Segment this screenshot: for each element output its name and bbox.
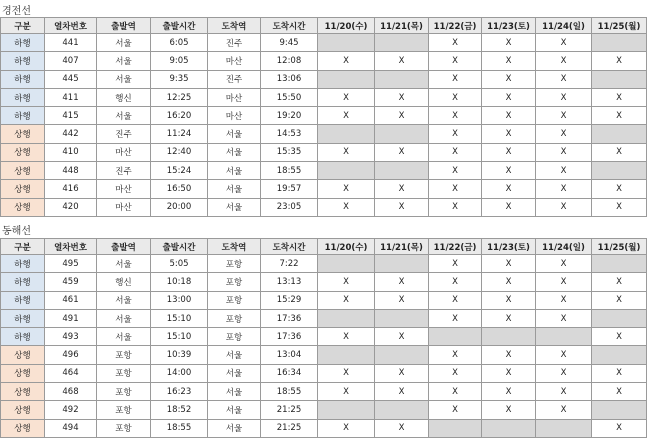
service-day-cell: X — [375, 198, 429, 216]
departure-station-cell: 포항 — [97, 419, 151, 437]
arrival-time-cell: 13:13 — [261, 273, 318, 291]
service-day-cell: X — [318, 107, 375, 125]
service-day-cell: X — [429, 162, 482, 180]
train-number-cell: 420 — [45, 198, 97, 216]
table-row — [1, 346, 647, 364]
service-day-cell: X — [429, 383, 482, 401]
departure-station-cell: 서울 — [97, 52, 151, 70]
arrival-time-cell: 9:45 — [261, 34, 318, 52]
service-day-cell: X — [318, 364, 375, 382]
direction-cell: 상행 — [1, 419, 45, 437]
section-title-gyeongjeon: 경전선 — [2, 6, 31, 17]
direction-cell: 하행 — [1, 273, 45, 291]
departure-time-cell: 6:05 — [151, 34, 208, 52]
service-day-cell: X — [536, 107, 592, 125]
direction-cell: 상행 — [1, 346, 45, 364]
direction-cell: 상행 — [1, 162, 45, 180]
service-day-cell: X — [318, 291, 375, 309]
column-header: 열차번호 — [45, 239, 97, 255]
section-title-donghae: 동해선 — [2, 226, 31, 237]
departure-station-cell: 서울 — [97, 107, 151, 125]
arrival-time-cell: 17:36 — [261, 328, 318, 346]
train-number-cell: 442 — [45, 125, 97, 143]
arrival-station-cell: 포항 — [208, 328, 261, 346]
service-day-cell: X — [482, 255, 536, 273]
train-number-cell: 464 — [45, 364, 97, 382]
arrival-station-cell: 서울 — [208, 364, 261, 382]
table-row — [1, 88, 647, 106]
service-day-cell — [429, 419, 482, 437]
service-day-cell: X — [318, 180, 375, 198]
table-row — [1, 107, 647, 125]
arrival-time-cell: 23:05 — [261, 198, 318, 216]
date-column-header: 11/23(토) — [482, 18, 536, 34]
table-row — [1, 125, 647, 143]
service-day-cell: X — [592, 419, 647, 437]
arrival-station-cell: 마산 — [208, 52, 261, 70]
train-number-cell: 415 — [45, 107, 97, 125]
service-day-cell — [536, 328, 592, 346]
table-row — [1, 180, 647, 198]
service-day-cell — [592, 255, 647, 273]
train-number-cell: 494 — [45, 419, 97, 437]
service-day-cell: X — [482, 291, 536, 309]
table-row — [1, 309, 647, 327]
arrival-station-cell: 포항 — [208, 273, 261, 291]
arrival-time-cell: 19:20 — [261, 107, 318, 125]
departure-station-cell: 서울 — [97, 34, 151, 52]
service-day-cell: X — [318, 328, 375, 346]
service-day-cell: X — [536, 162, 592, 180]
table-row — [1, 273, 647, 291]
train-number-cell: 459 — [45, 273, 97, 291]
service-day-cell: X — [375, 52, 429, 70]
train-number-cell: 448 — [45, 162, 97, 180]
table-row — [1, 401, 647, 419]
service-day-cell: X — [429, 309, 482, 327]
departure-station-cell: 포항 — [97, 401, 151, 419]
service-day-cell: X — [482, 401, 536, 419]
service-day-cell: X — [536, 88, 592, 106]
arrival-station-cell: 서울 — [208, 143, 261, 161]
service-day-cell: X — [318, 52, 375, 70]
service-day-cell — [318, 162, 375, 180]
service-day-cell: X — [536, 255, 592, 273]
service-day-cell: X — [592, 291, 647, 309]
service-day-cell — [592, 401, 647, 419]
service-day-cell: X — [318, 143, 375, 161]
arrival-station-cell: 서울 — [208, 419, 261, 437]
service-day-cell — [375, 401, 429, 419]
direction-cell: 하행 — [1, 34, 45, 52]
service-day-cell: X — [536, 70, 592, 88]
arrival-time-cell: 19:57 — [261, 180, 318, 198]
service-day-cell: X — [482, 52, 536, 70]
departure-time-cell: 10:18 — [151, 273, 208, 291]
service-day-cell — [592, 34, 647, 52]
service-day-cell: X — [318, 419, 375, 437]
direction-cell: 상행 — [1, 143, 45, 161]
service-day-cell: X — [592, 180, 647, 198]
train-number-cell: 410 — [45, 143, 97, 161]
service-day-cell — [318, 255, 375, 273]
service-day-cell — [318, 401, 375, 419]
arrival-station-cell: 서울 — [208, 346, 261, 364]
header-row — [1, 18, 647, 34]
departure-station-cell: 마산 — [97, 180, 151, 198]
column-header: 도착시간 — [261, 239, 318, 255]
service-day-cell: X — [375, 364, 429, 382]
arrival-station-cell: 서울 — [208, 383, 261, 401]
arrival-station-cell: 서울 — [208, 162, 261, 180]
service-day-cell: X — [429, 364, 482, 382]
service-day-cell: X — [429, 401, 482, 419]
service-day-cell — [592, 162, 647, 180]
table-row — [1, 143, 647, 161]
departure-station-cell: 포항 — [97, 364, 151, 382]
direction-cell: 하행 — [1, 291, 45, 309]
service-day-cell: X — [429, 88, 482, 106]
arrival-station-cell: 서울 — [208, 401, 261, 419]
direction-cell: 상행 — [1, 383, 45, 401]
service-day-cell — [536, 419, 592, 437]
departure-station-cell: 서울 — [97, 328, 151, 346]
service-day-cell — [375, 255, 429, 273]
departure-time-cell: 5:05 — [151, 255, 208, 273]
service-day-cell: X — [536, 180, 592, 198]
arrival-time-cell: 13:06 — [261, 70, 318, 88]
service-day-cell: X — [536, 143, 592, 161]
departure-time-cell: 15:10 — [151, 309, 208, 327]
service-day-cell: X — [318, 383, 375, 401]
service-day-cell: X — [375, 143, 429, 161]
train-number-cell: 445 — [45, 70, 97, 88]
departure-time-cell: 15:24 — [151, 162, 208, 180]
departure-station-cell: 마산 — [97, 143, 151, 161]
date-column-header: 11/24(일) — [536, 18, 592, 34]
arrival-time-cell: 7:22 — [261, 255, 318, 273]
departure-time-cell: 10:39 — [151, 346, 208, 364]
train-number-cell: 491 — [45, 309, 97, 327]
service-day-cell: X — [429, 107, 482, 125]
service-day-cell: X — [592, 328, 647, 346]
table-row — [1, 162, 647, 180]
arrival-time-cell: 21:25 — [261, 419, 318, 437]
column-header: 도착역 — [208, 18, 261, 34]
service-day-cell — [375, 70, 429, 88]
service-day-cell — [375, 125, 429, 143]
service-day-cell — [592, 125, 647, 143]
date-column-header: 11/22(금) — [429, 239, 482, 255]
service-day-cell: X — [429, 143, 482, 161]
schedule-table-donghae — [0, 238, 647, 438]
departure-time-cell: 15:10 — [151, 328, 208, 346]
service-day-cell: X — [482, 125, 536, 143]
service-day-cell: X — [592, 273, 647, 291]
service-day-cell: X — [536, 291, 592, 309]
train-number-cell: 411 — [45, 88, 97, 106]
service-day-cell: X — [429, 346, 482, 364]
service-day-cell: X — [536, 198, 592, 216]
table-row — [1, 70, 647, 88]
arrival-station-cell: 서울 — [208, 125, 261, 143]
departure-station-cell: 서울 — [97, 291, 151, 309]
service-day-cell: X — [482, 143, 536, 161]
service-day-cell: X — [592, 143, 647, 161]
arrival-time-cell: 21:25 — [261, 401, 318, 419]
service-day-cell: X — [482, 346, 536, 364]
column-header: 출발시간 — [151, 18, 208, 34]
date-column-header: 11/24(일) — [536, 239, 592, 255]
arrival-time-cell: 13:04 — [261, 346, 318, 364]
service-day-cell: X — [536, 401, 592, 419]
table-row — [1, 52, 647, 70]
service-day-cell: X — [375, 180, 429, 198]
service-day-cell: X — [375, 273, 429, 291]
service-day-cell: X — [375, 291, 429, 309]
service-day-cell — [375, 162, 429, 180]
column-header: 도착시간 — [261, 18, 318, 34]
service-day-cell — [375, 309, 429, 327]
service-day-cell: X — [429, 125, 482, 143]
direction-cell: 하행 — [1, 255, 45, 273]
arrival-time-cell: 16:34 — [261, 364, 318, 382]
direction-cell: 하행 — [1, 309, 45, 327]
train-number-cell: 461 — [45, 291, 97, 309]
service-day-cell: X — [482, 88, 536, 106]
departure-time-cell: 18:52 — [151, 401, 208, 419]
departure-station-cell: 포항 — [97, 383, 151, 401]
service-day-cell: X — [375, 328, 429, 346]
train-number-cell: 407 — [45, 52, 97, 70]
service-day-cell: X — [592, 383, 647, 401]
service-day-cell — [592, 309, 647, 327]
column-header: 열차번호 — [45, 18, 97, 34]
service-day-cell: X — [536, 383, 592, 401]
table-row — [1, 364, 647, 382]
departure-station-cell: 마산 — [97, 198, 151, 216]
train-number-cell: 441 — [45, 34, 97, 52]
header-row — [1, 239, 647, 255]
departure-station-cell: 행신 — [97, 88, 151, 106]
direction-cell: 상행 — [1, 401, 45, 419]
service-day-cell: X — [429, 34, 482, 52]
service-day-cell — [318, 346, 375, 364]
service-day-cell: X — [429, 255, 482, 273]
schedule-table-gyeongjeon — [0, 17, 647, 217]
service-day-cell: X — [318, 273, 375, 291]
departure-time-cell: 16:50 — [151, 180, 208, 198]
arrival-station-cell: 포항 — [208, 291, 261, 309]
service-day-cell: X — [482, 70, 536, 88]
date-column-header: 11/21(목) — [375, 18, 429, 34]
service-day-cell: X — [482, 180, 536, 198]
direction-cell: 하행 — [1, 88, 45, 106]
arrival-time-cell: 14:53 — [261, 125, 318, 143]
arrival-station-cell: 진주 — [208, 34, 261, 52]
service-day-cell: X — [429, 291, 482, 309]
service-day-cell: X — [482, 364, 536, 382]
departure-time-cell: 16:23 — [151, 383, 208, 401]
arrival-time-cell: 18:55 — [261, 383, 318, 401]
service-day-cell: X — [482, 34, 536, 52]
service-day-cell: X — [536, 346, 592, 364]
service-day-cell — [592, 346, 647, 364]
departure-time-cell: 20:00 — [151, 198, 208, 216]
departure-time-cell: 14:00 — [151, 364, 208, 382]
service-day-cell: X — [592, 198, 647, 216]
table-row — [1, 383, 647, 401]
service-day-cell: X — [482, 309, 536, 327]
service-day-cell: X — [482, 383, 536, 401]
departure-time-cell: 13:00 — [151, 291, 208, 309]
service-day-cell: X — [482, 107, 536, 125]
service-day-cell — [375, 34, 429, 52]
service-day-cell: X — [429, 198, 482, 216]
departure-station-cell: 서울 — [97, 70, 151, 88]
service-day-cell — [482, 328, 536, 346]
column-header: 도착역 — [208, 239, 261, 255]
service-day-cell: X — [375, 383, 429, 401]
service-day-cell: X — [536, 125, 592, 143]
train-number-cell: 416 — [45, 180, 97, 198]
table-row — [1, 328, 647, 346]
service-day-cell: X — [429, 52, 482, 70]
train-number-cell: 496 — [45, 346, 97, 364]
service-day-cell: X — [536, 34, 592, 52]
service-day-cell: X — [318, 88, 375, 106]
arrival-time-cell: 17:36 — [261, 309, 318, 327]
service-day-cell — [482, 419, 536, 437]
service-day-cell: X — [592, 364, 647, 382]
arrival-station-cell: 마산 — [208, 107, 261, 125]
column-header: 출발시간 — [151, 239, 208, 255]
date-column-header: 11/25(월) — [592, 18, 647, 34]
column-header: 출발역 — [97, 239, 151, 255]
date-column-header: 11/20(수) — [318, 239, 375, 255]
column-header: 구분 — [1, 18, 45, 34]
service-day-cell: X — [592, 52, 647, 70]
column-header: 출발역 — [97, 18, 151, 34]
departure-station-cell: 포항 — [97, 346, 151, 364]
arrival-time-cell: 15:50 — [261, 88, 318, 106]
service-day-cell: X — [375, 107, 429, 125]
service-day-cell: X — [536, 309, 592, 327]
service-day-cell — [429, 328, 482, 346]
date-column-header: 11/20(수) — [318, 18, 375, 34]
direction-cell: 상행 — [1, 125, 45, 143]
direction-cell: 하행 — [1, 70, 45, 88]
departure-station-cell: 서울 — [97, 255, 151, 273]
direction-cell: 상행 — [1, 180, 45, 198]
service-day-cell — [375, 346, 429, 364]
service-day-cell: X — [592, 88, 647, 106]
train-number-cell: 495 — [45, 255, 97, 273]
direction-cell: 상행 — [1, 198, 45, 216]
arrival-time-cell: 18:55 — [261, 162, 318, 180]
service-day-cell: X — [536, 52, 592, 70]
service-day-cell: X — [592, 107, 647, 125]
direction-cell: 하행 — [1, 107, 45, 125]
departure-station-cell: 진주 — [97, 162, 151, 180]
service-day-cell — [318, 309, 375, 327]
date-column-header: 11/21(목) — [375, 239, 429, 255]
service-day-cell: X — [536, 273, 592, 291]
date-column-header: 11/25(월) — [592, 239, 647, 255]
arrival-station-cell: 포항 — [208, 309, 261, 327]
departure-time-cell: 9:05 — [151, 52, 208, 70]
service-day-cell: X — [429, 180, 482, 198]
departure-station-cell: 행신 — [97, 273, 151, 291]
service-day-cell: X — [375, 419, 429, 437]
service-day-cell: X — [482, 198, 536, 216]
train-number-cell: 468 — [45, 383, 97, 401]
direction-cell: 하행 — [1, 52, 45, 70]
date-column-header: 11/22(금) — [429, 18, 482, 34]
service-day-cell: X — [482, 273, 536, 291]
arrival-station-cell: 마산 — [208, 88, 261, 106]
arrival-time-cell: 12:08 — [261, 52, 318, 70]
service-day-cell: X — [375, 88, 429, 106]
service-day-cell — [318, 125, 375, 143]
direction-cell: 상행 — [1, 364, 45, 382]
departure-station-cell: 서울 — [97, 309, 151, 327]
arrival-station-cell: 진주 — [208, 70, 261, 88]
service-day-cell: X — [482, 162, 536, 180]
service-day-cell: X — [429, 273, 482, 291]
service-day-cell — [318, 70, 375, 88]
departure-time-cell: 16:20 — [151, 107, 208, 125]
service-day-cell — [592, 70, 647, 88]
arrival-station-cell: 서울 — [208, 180, 261, 198]
service-day-cell: X — [536, 364, 592, 382]
train-number-cell: 492 — [45, 401, 97, 419]
column-header: 구분 — [1, 239, 45, 255]
departure-station-cell: 진주 — [97, 125, 151, 143]
table-row — [1, 198, 647, 216]
departure-time-cell: 11:24 — [151, 125, 208, 143]
departure-time-cell: 18:55 — [151, 419, 208, 437]
service-day-cell — [318, 34, 375, 52]
departure-time-cell: 12:40 — [151, 143, 208, 161]
departure-time-cell: 12:25 — [151, 88, 208, 106]
train-number-cell: 493 — [45, 328, 97, 346]
service-day-cell: X — [429, 70, 482, 88]
date-column-header: 11/23(토) — [482, 239, 536, 255]
service-day-cell: X — [318, 198, 375, 216]
arrival-station-cell: 서울 — [208, 198, 261, 216]
table-row — [1, 255, 647, 273]
arrival-time-cell: 15:29 — [261, 291, 318, 309]
table-row — [1, 34, 647, 52]
arrival-station-cell: 포항 — [208, 255, 261, 273]
direction-cell: 하행 — [1, 328, 45, 346]
table-row — [1, 291, 647, 309]
table-row — [1, 419, 647, 437]
arrival-time-cell: 15:35 — [261, 143, 318, 161]
departure-time-cell: 9:35 — [151, 70, 208, 88]
